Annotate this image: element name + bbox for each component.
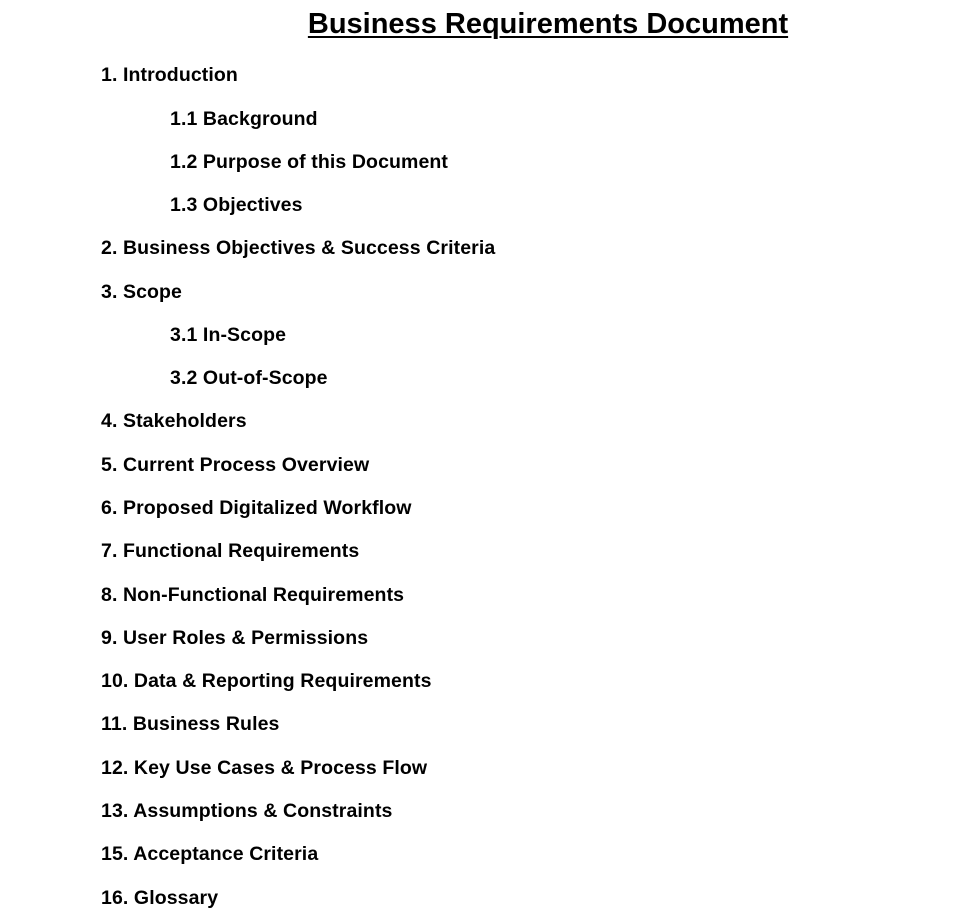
- document-title: Business Requirements Document: [307, 8, 789, 40]
- toc-item: 16. Glossary: [101, 887, 219, 909]
- toc-item: 12. Key Use Cases & Process Flow: [101, 757, 428, 779]
- toc-subitem: 1.1 Background: [170, 108, 318, 130]
- toc-item: 11. Business Rules: [101, 713, 280, 735]
- toc-item: 7. Functional Requirements: [101, 540, 360, 562]
- toc-item: 5. Current Process Overview: [101, 454, 370, 476]
- toc-item: 1. Introduction: [101, 64, 238, 86]
- toc-subitem: 3.2 Out-of-Scope: [170, 367, 328, 389]
- toc-item: 15. Acceptance Criteria: [101, 843, 319, 865]
- toc-item: 6. Proposed Digitalized Workflow: [101, 497, 412, 519]
- toc-item: 13. Assumptions & Constraints: [101, 800, 393, 822]
- toc-subitem: 1.3 Objectives: [170, 194, 303, 216]
- toc-item: 2. Business Objectives & Success Criteria: [101, 237, 496, 259]
- toc-item: 3. Scope: [101, 281, 182, 303]
- toc-item: 10. Data & Reporting Requirements: [101, 670, 432, 692]
- toc-item: 9. User Roles & Permissions: [101, 627, 369, 649]
- toc-item: 4. Stakeholders: [101, 410, 247, 432]
- toc-subitem: 1.2 Purpose of this Document: [170, 151, 449, 173]
- toc-subitem: 3.1 In-Scope: [170, 324, 287, 346]
- toc-item: 8. Non-Functional Requirements: [101, 584, 405, 606]
